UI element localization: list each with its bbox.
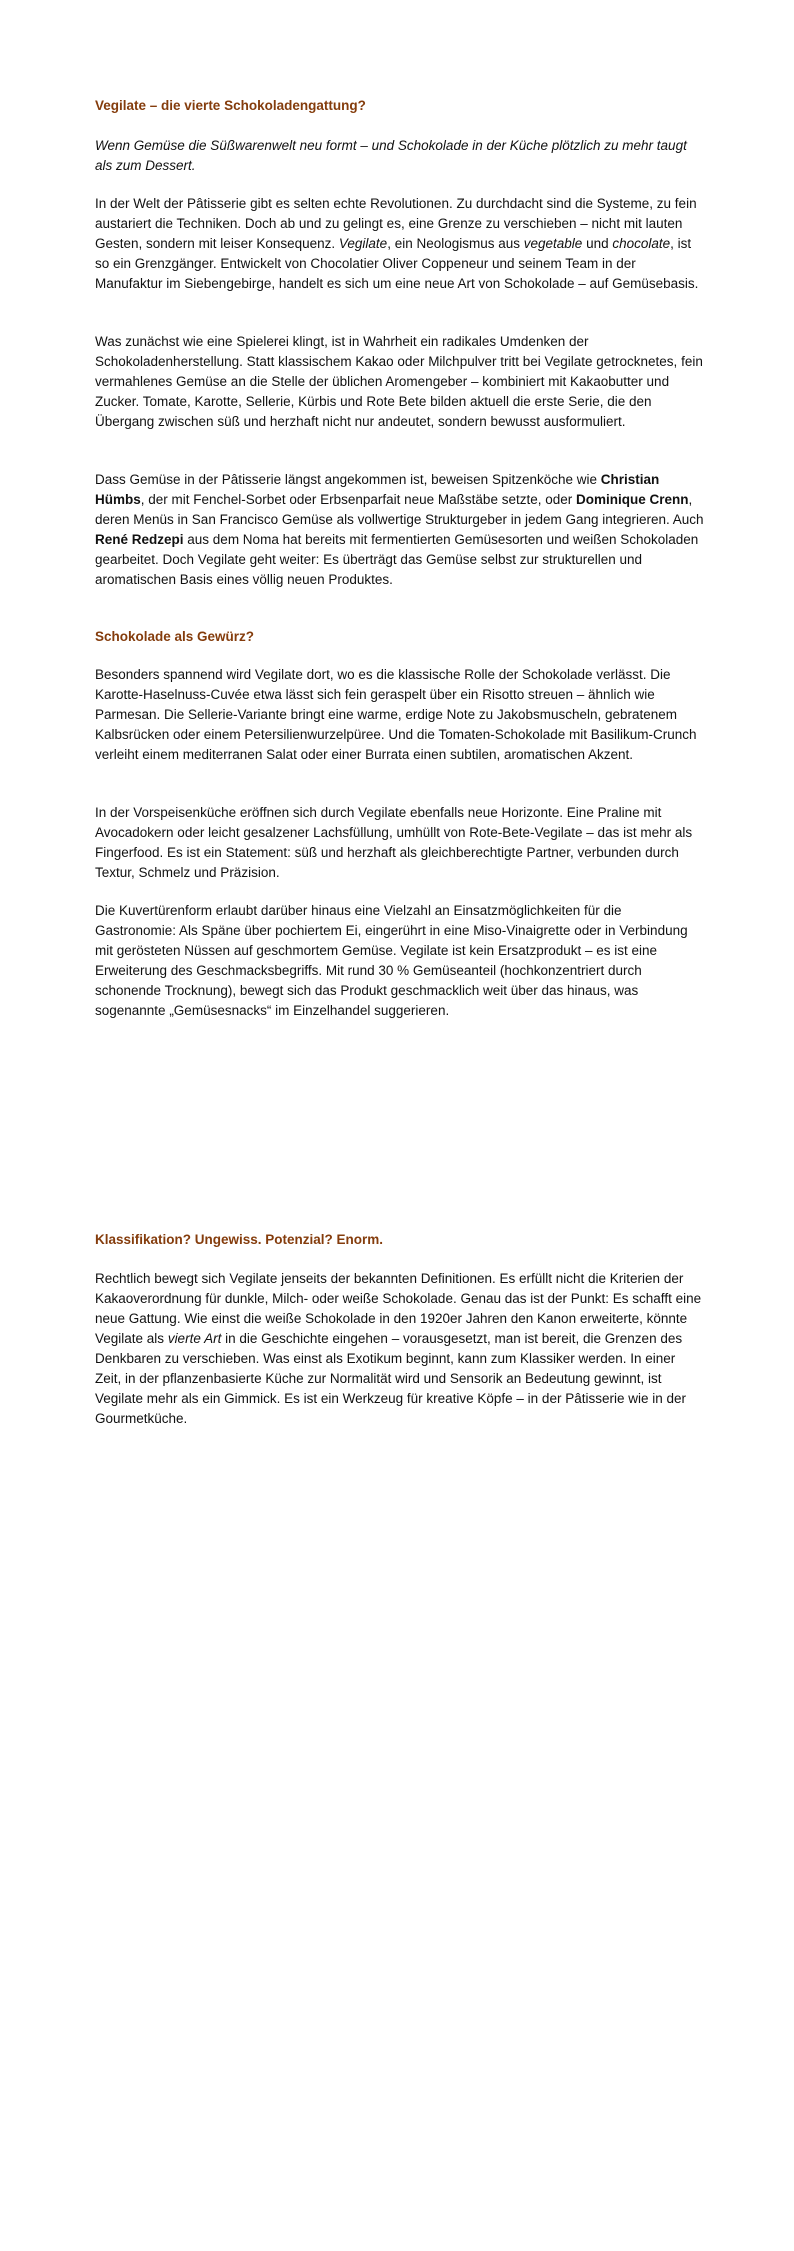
- text-run: , ein Neologismus aus: [387, 236, 524, 251]
- text-run: Besonders spannend wird Vegilate dort, wo es die klassische Rolle der Schokolade verlässt. Die Karotte-Haselnuss-Cuvée etwa lässt sich fein geraspelt über ein Risotto streuen – ähnlich wie Parmesan. Die Sellerie-Variante bringt eine warme, erdige Note zu Jakobsmuscheln, gebratenem Kalbsrücken oder einem Petersilienwurzelpüree. Und die Tomaten-Schokolade mit Basilikum-Crunch verleiht einem mediterranen Salat oder einer Burrata einen subtilen, aromatischen Akzent.: [95, 667, 697, 762]
- emphasis-italic: chocolate: [612, 236, 671, 251]
- text-run: In der Vorspeisenküche eröffnen sich durch Vegilate ebenfalls neue Horizonte. Eine Praline mit Avocadokern oder leicht gesalzener Lachsfüllung, umhüllt von Rote-Bete-Vegilate – das ist mehr als Fingerfood. Es ist ein Statement: süß und herzhaft als gleichberechtigte Partner, verbunden durch Textur, Schmelz und Präzision.: [95, 805, 693, 880]
- text-run: In der Welt der Pâtisserie gibt es selten echte Revolutionen. Zu durchdacht sind die Systeme, zu fein austariert die Techniken. Doch ab und zu gelingt es, eine Grenze zu verschieben – nicht mit lauten Gesten, sondern mit leiser Konsequenz.: [95, 196, 697, 251]
- emphasis-bold: Christian Hümbs: [95, 472, 660, 507]
- text-run: aus dem Noma hat bereits mit fermentierten Gemüsesorten und weißen Schokoladen gearbeitet. Doch Vegilate geht weiter: Es überträgt das Gemüse selbst zur strukturellen und aromatischen Basis eines völlig neuen Produktes.: [95, 532, 699, 587]
- emphasis-bold: Dominique Crenn: [576, 492, 689, 507]
- text-run: Was zunächst wie eine Spielerei klingt, ist in Wahrheit ein radikales Umdenken der Schokoladenherstellung. Statt klassischem Kakao oder Milchpulver tritt bei Vegilate getrocknetes, fein vermahlenes Gemüse an die Stelle der üblichen Aromengeber – kombiniert mit Kakaobutter und Zucker. Tomate, Karotte, Sellerie, Kürbis und Rote Bete bilden aktuell die erste Serie, die den Übergang zwischen süß und herzhaft nicht nur andeutet, sondern bewusst ausformuliert.: [95, 334, 703, 429]
- text-run: , deren Menüs in San Francisco Gemüse als vollwertige Strukturgeber in jedem Gang integrieren. Auch: [95, 492, 704, 527]
- emphasis-italic: Vegilate: [338, 236, 388, 251]
- paragraph-3-1: [95, 1269, 705, 1429]
- paragraph-1-4: [95, 470, 705, 590]
- text-run: Wenn Gemüse die Süßwarenwelt neu formt – und Schokolade in der Küche plötzlich zu mehr taugt als zum Dessert.: [95, 138, 687, 173]
- text-run: , der mit Fenchel-Sorbet oder Erbsenparfait neue Maßstäbe setzte, oder: [140, 492, 576, 507]
- paragraph-1-2: [95, 194, 705, 294]
- section-heading-1: Vegilate – die vierte Schokoladengattung?: [95, 98, 366, 113]
- section-heading-2: Schokolade als Gewürz?: [95, 629, 255, 644]
- emphasis-bold: René Redzepi: [95, 532, 184, 547]
- paragraph-2-3: [95, 901, 705, 1021]
- text-run: und: [582, 236, 613, 251]
- paragraph-2-1: [95, 665, 705, 765]
- text-run: Die Kuvertürenform erlaubt darüber hinaus eine Vielzahl an Einsatzmöglichkeiten für die Gastronomie: Als Späne über pochiertem Ei, eingerührt in eine Miso-Vinaigrette oder in Verbindung mit gerösteten Nüssen auf geschmortem Gemüse. Vegilate ist kein Ersatzprodukt – es ist eine Erweiterung des Geschmacksbegriffs. Mit rund 30 % Gemüseanteil (hochkonzentriert durch schonende Trocknung), bewegt sich das Produkt geschmacklich weit über das hinaus, was sogenannte „Gemüsesnacks“ im Einzelhandel suggerieren.: [95, 903, 688, 1018]
- emphasis-italic: vegetable: [523, 236, 583, 251]
- text-run: Dass Gemüse in der Pâtisserie längst angekommen ist, beweisen Spitzenköche wie: [95, 472, 601, 487]
- text-run: in die Geschichte eingehen – vorausgesetzt, man ist bereit, die Grenzen des Denkbaren zu verschieben. Was einst als Exotikum beginnt, kann zum Klassiker werden. In einer Zeit, in der pflanzenbasierte Küche zur Normalität wird und Sensorik an Bedeutung gewinnt, ist Vegilate mehr als ein Gimmick. Es ist ein Werkzeug für kreative Köpfe – in der Pâtisserie wie in der Gourmetküche.: [95, 1331, 687, 1426]
- paragraph-1-1: [95, 136, 705, 176]
- paragraph-2-2: [95, 803, 705, 883]
- text-run: , ist so ein Grenzgänger. Entwickelt von Chocolatier Oliver Coppeneur und seinem Team in der Manufaktur im Siebengebirge, handelt es sich um eine neue Art von Schokolade – auf Gemüsebasis.: [95, 236, 699, 291]
- emphasis-italic: vierte Art: [167, 1331, 222, 1346]
- paragraph-1-3: [95, 332, 705, 432]
- section-heading-3: Klassifikation? Ungewiss. Potenzial? Enorm.: [95, 1232, 384, 1247]
- text-run: Rechtlich bewegt sich Vegilate jenseits der bekannten Definitionen. Es erfüllt nicht die Kriterien der Kakaoverordnung für dunkle, Milch- oder weiße Schokolade. Genau das ist der Punkt: Es schafft eine neue Gattung. Wie einst die weiße Schokolade in den 1920er Jahren den Kanon erweiterte, könnte Vegilate als: [95, 1271, 702, 1346]
